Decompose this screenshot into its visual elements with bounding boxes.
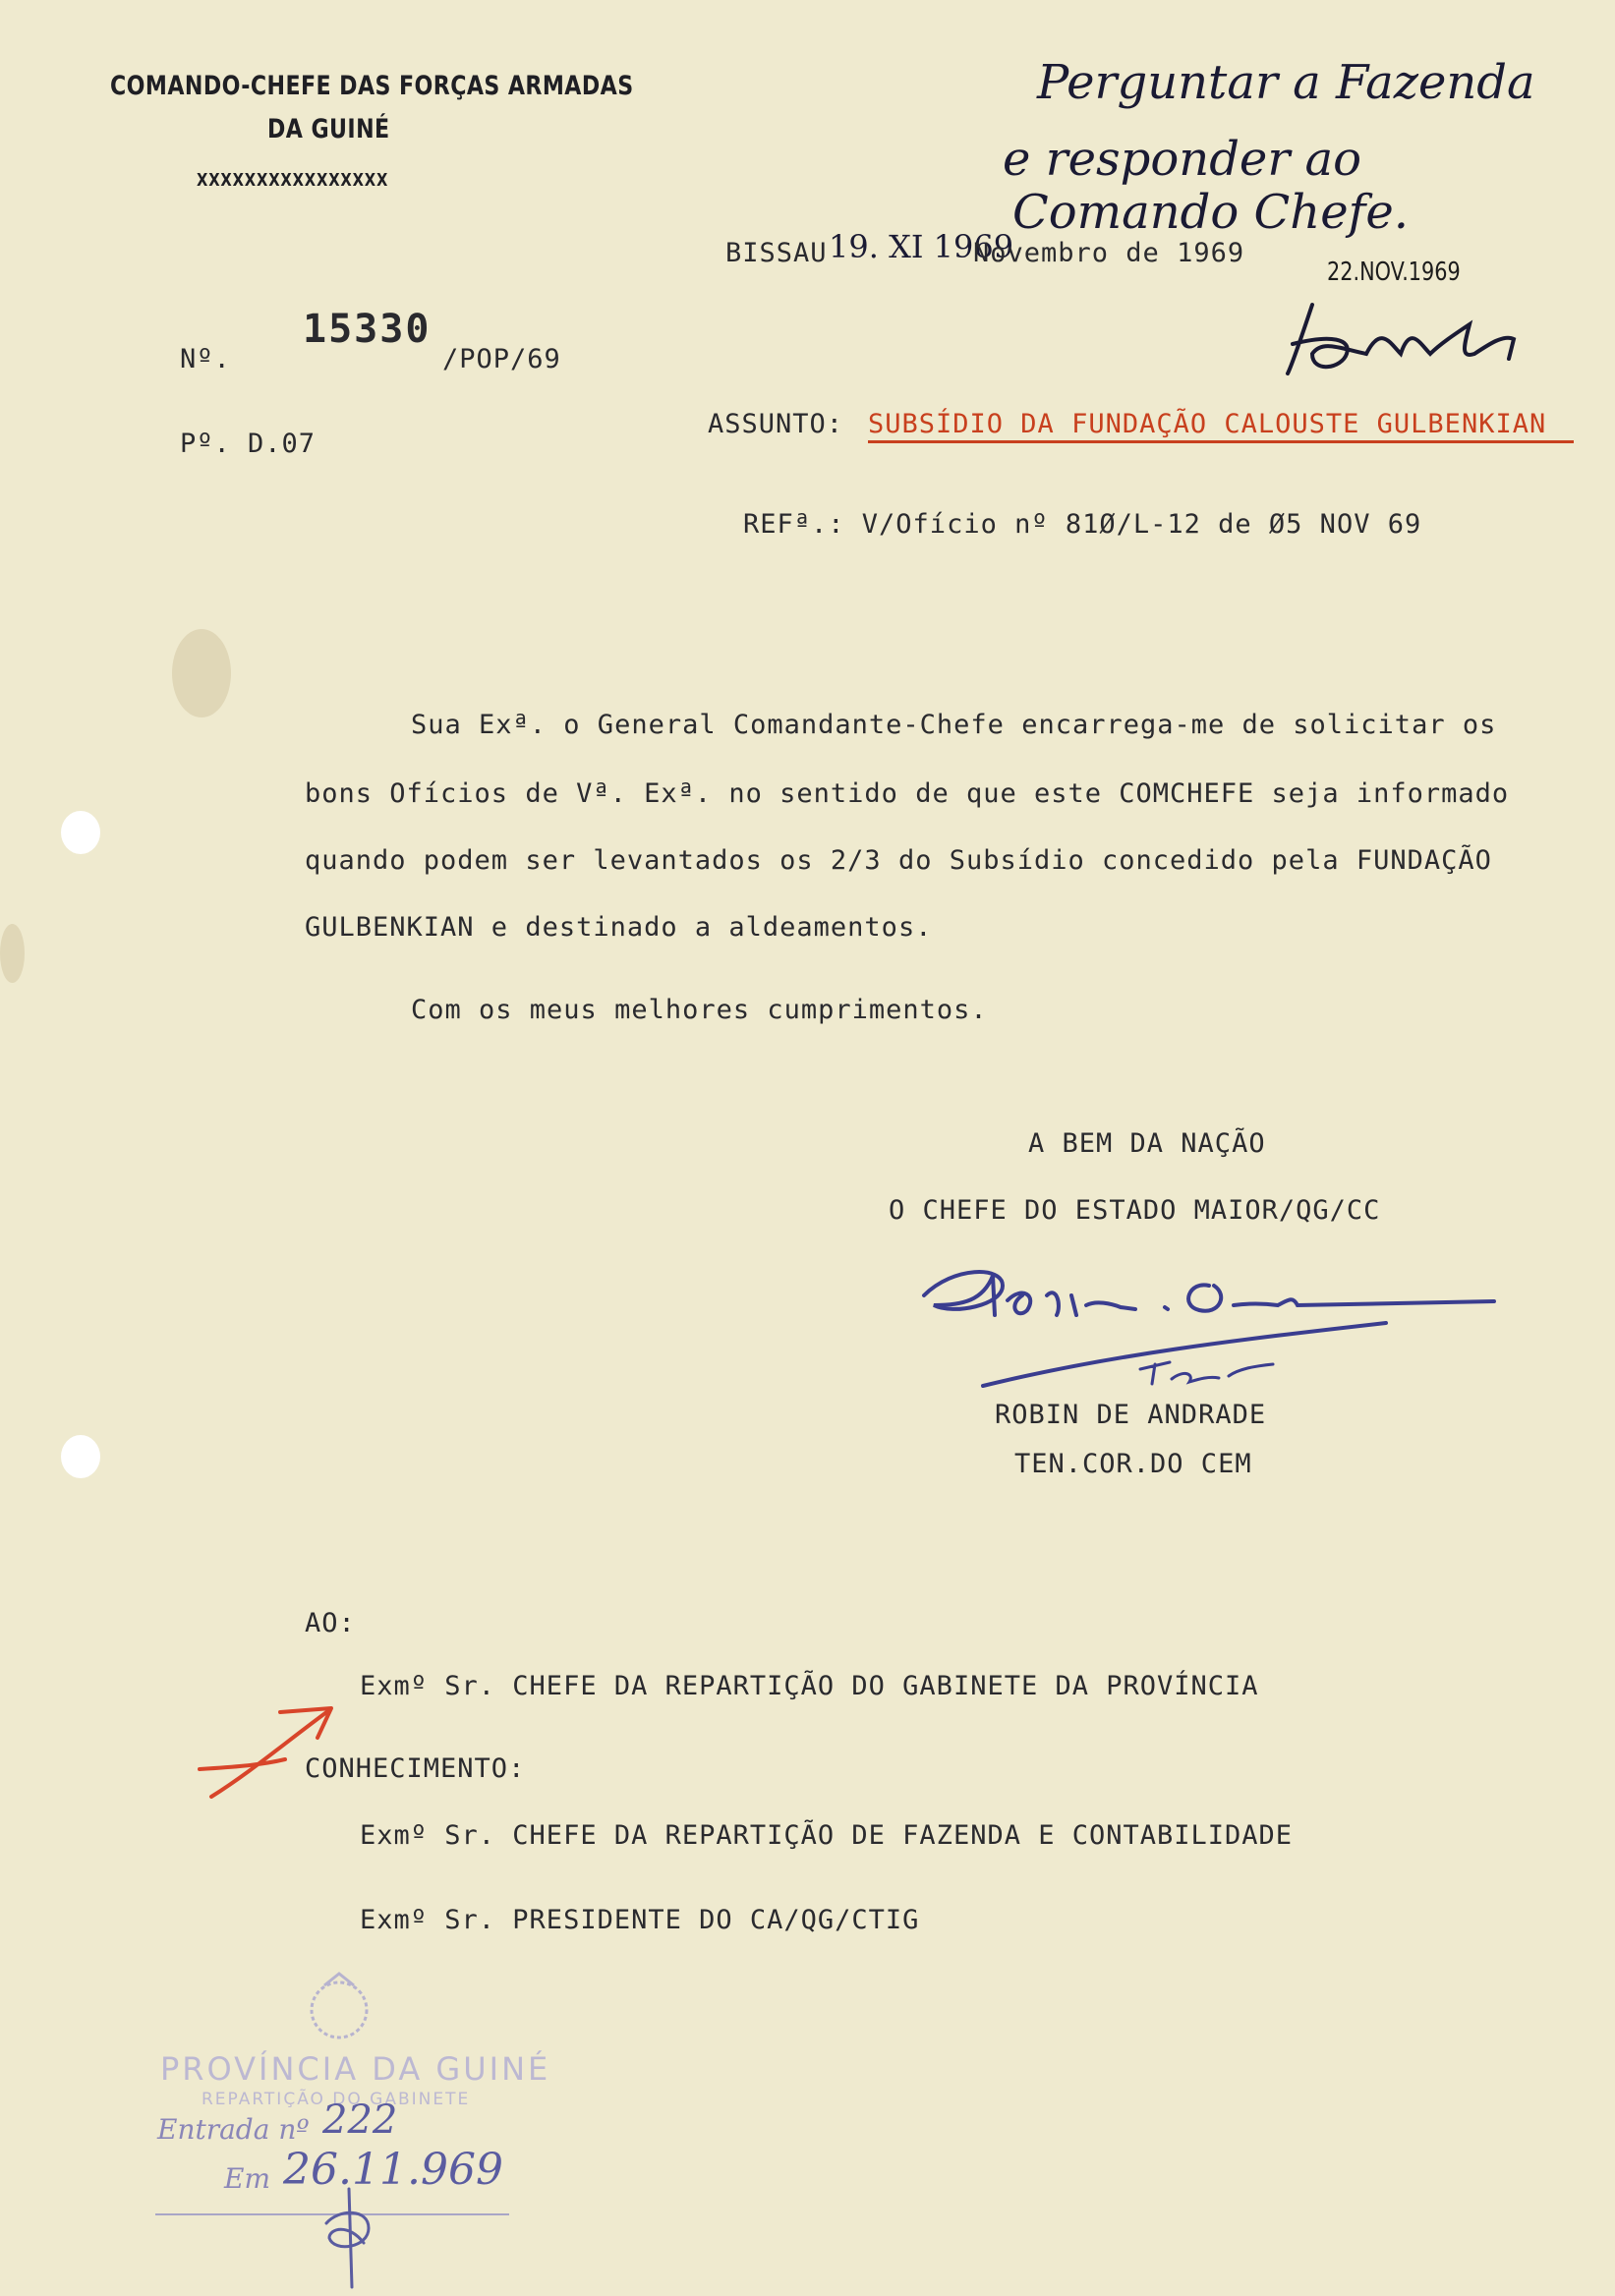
annotation-line2: e responder ao bbox=[1003, 132, 1362, 187]
subject-underline bbox=[868, 440, 1574, 443]
recipient-line: Exmº Sr. CHEFE DA REPARTIÇÃO DO GABINETE DA PROVÍNCIA bbox=[360, 1671, 1259, 1701]
signatory-name: ROBIN DE ANDRADE bbox=[995, 1400, 1267, 1430]
letterhead-line1: COMANDO-CHEFE DAS FORÇAS ARMADAS bbox=[110, 71, 634, 101]
motto: A BEM DA NAÇÃO bbox=[1028, 1128, 1266, 1159]
subject-text: SUBSÍDIO DA FUNDAÇÃO CALOUSTE GULBENKIAN bbox=[868, 409, 1547, 439]
stamp-initials bbox=[315, 2184, 383, 2292]
signatory-rank: TEN.COR.DO CEM bbox=[1014, 1449, 1252, 1479]
date-typed: Novembro de 1969 bbox=[973, 238, 1245, 268]
date-place: BISSAU bbox=[725, 238, 828, 268]
annotation-line3: Comando Chefe. bbox=[1012, 185, 1410, 240]
stain bbox=[0, 924, 25, 983]
stamp-subtitle: REPARTIÇÃO DO GABINETE bbox=[202, 2090, 471, 2109]
signatory-role: O CHEFE DO ESTADO MAIOR/QG/CC bbox=[889, 1195, 1381, 1226]
received-date-stamp: 22.NOV.1969 bbox=[1327, 258, 1461, 287]
stain bbox=[172, 629, 231, 718]
copies-label: CONHECIMENTO: bbox=[305, 1753, 526, 1784]
recipient-label: AO: bbox=[305, 1608, 356, 1638]
copies-line: Exmº Sr. CHEFE DA REPARTIÇÃO DE FAZENDA E CONTABILIDADE bbox=[360, 1820, 1294, 1851]
number-label: Nº. bbox=[180, 344, 231, 374]
body-line: GULBENKIAN e destinado a aldeamentos. bbox=[305, 912, 933, 943]
copies-line: Exmº Sr. PRESIDENTE DO CA/QG/CTIG bbox=[360, 1905, 920, 1935]
punch-hole bbox=[61, 1435, 100, 1478]
letterhead-line2: DA GUINÉ bbox=[267, 114, 390, 144]
stamp-date-label: Em bbox=[224, 2162, 270, 2195]
body-line: Sua Exª. o General Comandante-Chefe encarrega-me de solicitar os bbox=[411, 710, 1497, 740]
reference-line: REFª.: V/Ofício nº 81Ø/L-12 de Ø5 NOV 69 bbox=[743, 509, 1422, 540]
handwritten-signature bbox=[914, 1246, 1504, 1404]
closing-line: Com os meus melhores cumprimentos. bbox=[411, 995, 988, 1025]
stamp-entry-label: Entrada nº bbox=[157, 2113, 310, 2146]
body-line: bons Ofícios de Vª. Exª. no sentido de que este COMCHEFE seja informado bbox=[305, 778, 1510, 809]
red-arrow-mark bbox=[192, 1698, 349, 1807]
reference-suffix: /POP/69 bbox=[442, 344, 561, 374]
letterhead-rule: XXXXXXXXXXXXXXXX bbox=[197, 170, 389, 191]
subject-label: ASSUNTO: bbox=[708, 409, 844, 439]
stamp-date: 26.11.969 bbox=[283, 2145, 503, 2195]
reference-number: 15330 bbox=[303, 307, 432, 352]
process-number: Pº. D.07 bbox=[180, 429, 317, 459]
punch-hole bbox=[61, 811, 100, 854]
body-line: quando podem ser levantados os 2/3 do Subsídio concedido pela FUNDAÇÃO bbox=[305, 845, 1492, 876]
stamp-entry-number: 222 bbox=[322, 2097, 398, 2143]
stamp-title: PROVÍNCIA DA GUINÉ bbox=[160, 2050, 551, 2088]
initials-signature bbox=[1273, 285, 1548, 383]
date-handwritten: 19. XI 1969 bbox=[829, 228, 1014, 265]
coat-of-arms-emblem bbox=[295, 1966, 383, 2044]
annotation-line1: Perguntar a Fazenda bbox=[1037, 55, 1535, 110]
